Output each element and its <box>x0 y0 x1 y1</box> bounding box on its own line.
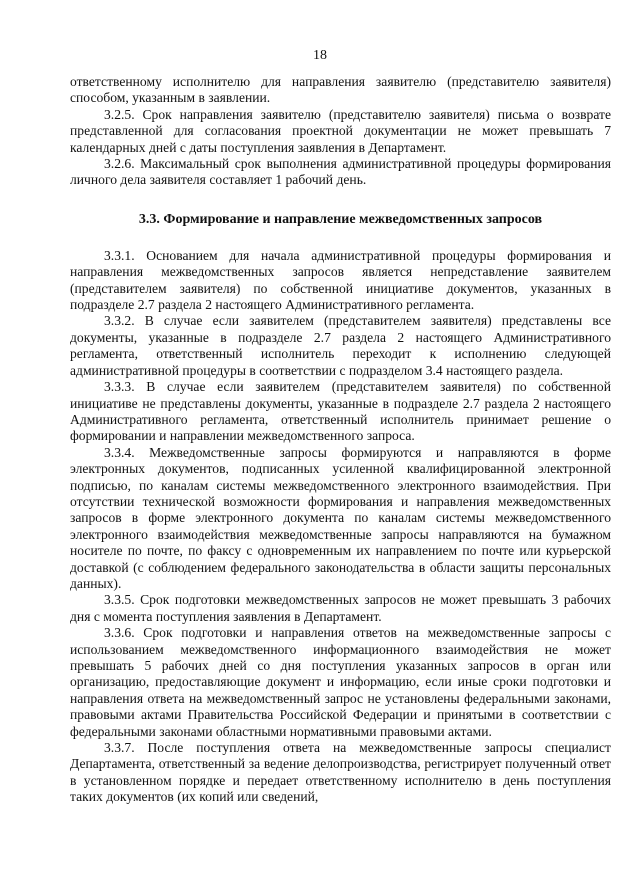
paragraph-3-3-5: 3.3.5. Срок подготовки межведомственных запросов не может превышать 3 рабочих дня с момента поступления заявления в Департамент. <box>70 592 611 624</box>
paragraph-3-3-4: 3.3.4. Межведомственные запросы формируются и направляются в форме электронных документов, подписанных усиленной квалифицированной электронной подписью, по каналам системы межведомственного электронного взаимодействия. При отсутствии технической возможности формирования и направления межведомственных запросов в форме электронного документа по каналам системы межведомственного электронного взаимодействия межведомственные запросы направляются на бумажном носителе по почте, по факсу с одновременным их направлением по почте или курьерской доставкой (с соблюдением федерального законодательства в области защиты персональных данных). <box>70 444 611 591</box>
paragraph-3-3-3: 3.3.3. В случае если заявителем (представителем заявителя) по собственной инициативе не представлены документы, указанные в подразделе 2.7 раздела 2 настоящего Административного регламента, ответственный исполнитель принимает решение о формировании и направлении межведомственного запроса. <box>70 379 611 444</box>
document-body <box>70 74 611 806</box>
paragraph-3-3-1: 3.3.1. Основанием для начала административной процедуры формирования и направления межведомственных запросов является непредставление заявителем (представителем заявителя) по собственной инициативе документов, указанных в подразделе 2.7 раздела 2 настоящего Административного регламента. <box>70 247 611 313</box>
paragraph-3-3-6: 3.3.6. Срок подготовки и направления ответов на межведомственные запросы с использованием межведомственного информационного взаимодействия не может превышать 5 рабочих дней со дня поступления указанных запросов в орган или организацию, предоставляющие документ и информацию, если иные сроки подготовки и направления ответа на межведомственный запрос не установлены федеральными законами, правовыми актами Правительства Российской Федерации и принятыми в соответствии с федеральными законами областными нормативными правовыми актами. <box>70 625 611 739</box>
paragraph-3-3-2: 3.3.2. В случае если заявителем (представителем заявителя) представлены все документы, указанные в подразделе 2.7 раздела 2 настоящего Административного регламента, ответственный исполнитель переходит к исполнению следующей административной процедуры в соответствии с подразделом 3.4 настоящего раздела. <box>70 313 611 378</box>
paragraph-3-2-6: 3.2.6. Максимальный срок выполнения административной процедуры формирования личного дела заявителя составляет 1 рабочий день. <box>70 156 611 188</box>
paragraph-3-3-7: 3.3.7. После поступления ответа на межведомственные запросы специалист Департамента, ответственный за ведение делопроизводства, регистрирует полученный ответ в установленном порядке и передает ответственному исполнителю в день поступления таких документов (их копий или сведений, <box>70 740 611 805</box>
paragraph-3-2-5: 3.2.5. Срок направления заявителю (представителю заявителя) письма о возврате представленной для согласования проектной документации не может превышать 7 календарных дней с даты поступления заявления в Департамент. <box>70 106 611 155</box>
page-number: 18 <box>313 48 327 63</box>
section-heading: 3.3. Формирование и направление межведомственных запросов <box>138 211 543 227</box>
paragraph-continuation: ответственному исполнителю для направления заявителю (представителю заявителя) способом, указанным в заявлении. <box>70 74 611 106</box>
